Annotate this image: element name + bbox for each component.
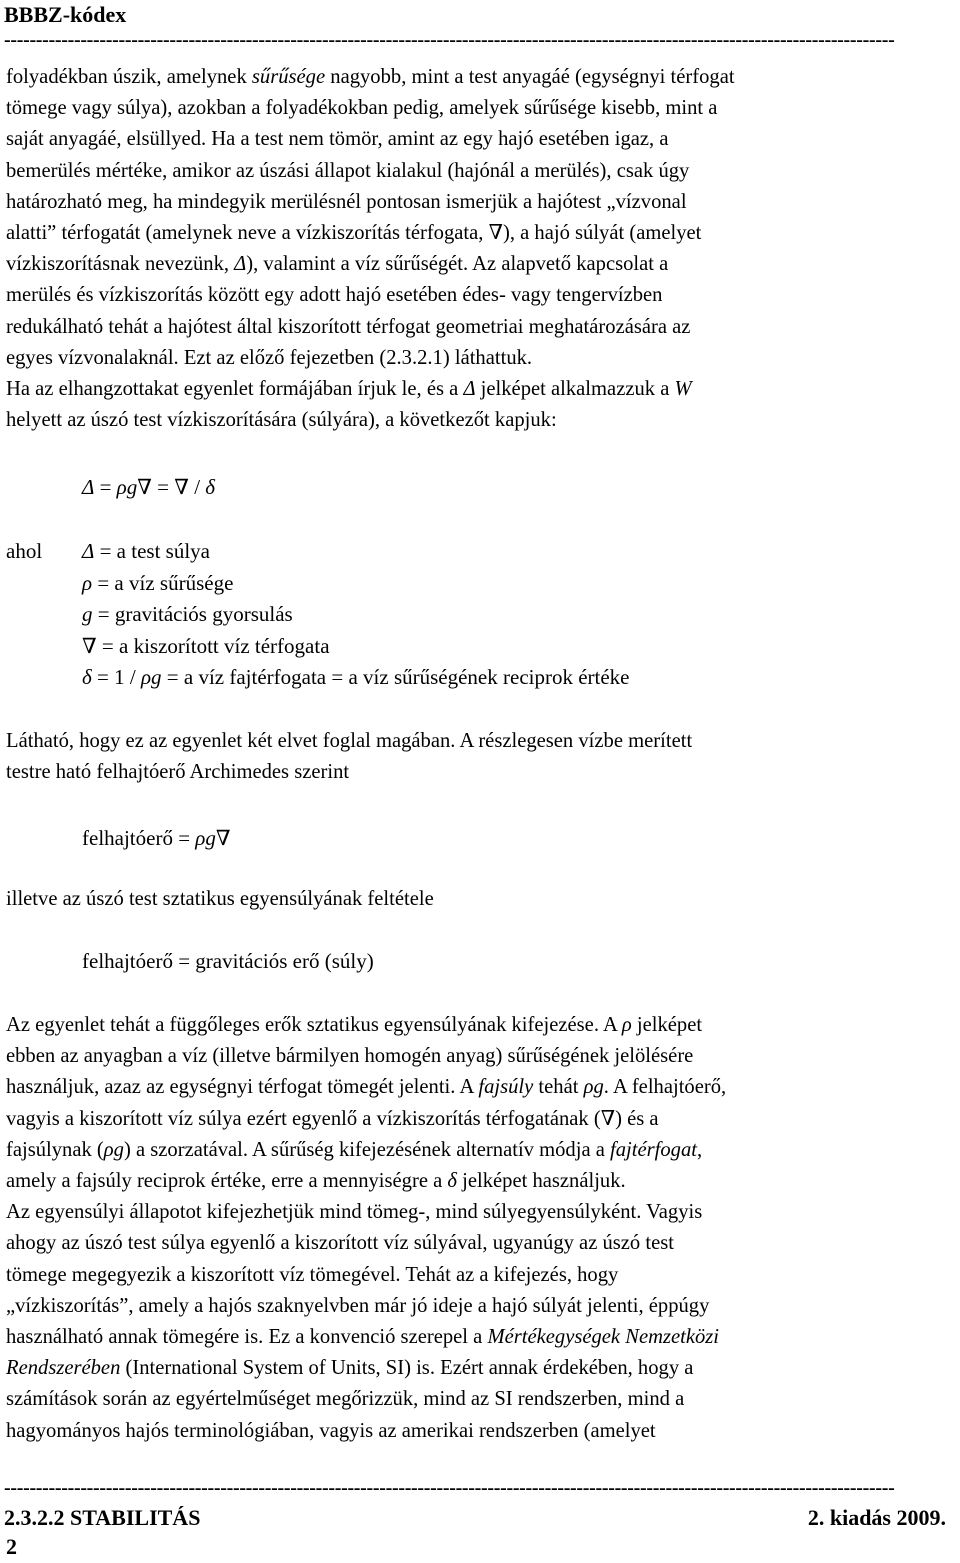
footer-edition: 2. kiadás 2009. bbox=[807, 1505, 946, 1530]
formula-buoyancy: felhajtóerő = ρg∇ bbox=[82, 826, 231, 850]
p4-line-10: „vízkiszorítás”, amely a hajós szaknyelvben már jó ideje a hajó súlyát jelenti, éppúgy bbox=[6, 1294, 710, 1317]
formula-displacement: Δ = ρg∇ = ∇ / δ bbox=[82, 475, 216, 499]
p3-line-1: illetve az úszó test sztatikus egyensúlyának feltétele bbox=[6, 888, 434, 910]
definition-delta-small: δ = 1 / ρg = a víz fajtérfogata = a víz sűrűségének reciprok értéke bbox=[82, 665, 630, 689]
paragraph-3 bbox=[6, 884, 952, 915]
p1-line-1: folyadékban úszik, amelynek sűrűsége nagyobb, mint a test anyagáé (egységnyi térfogat bbox=[6, 66, 735, 88]
p4-line-12: Rendszerében (International System of Units, SI) is. Ezért annak érdekében, hogy a bbox=[6, 1357, 694, 1380]
p4-line-7: Az egyensúlyi állapotot kifejezhetjük mind tömeg-, mind súlyegyensúlyként. Vagyis bbox=[6, 1201, 703, 1224]
p4-line-1: Az egyenlet tehát a függőleges erők sztatikus egyensúlyának kifejezése. A ρ jelképet bbox=[6, 1014, 703, 1036]
p1-line-6: alatti” térfogatát (amelynek neve a vízkiszorítás térfogata, ∇), a hajó súlyát (amelyet bbox=[6, 222, 702, 245]
footer-rule: -------------------------------------------------------------------------------------------------------------------------------------------- bbox=[4, 1480, 895, 1496]
p1-line-9: redukálható tehát a hajótest által kiszorított térfogat geometriai meghatározására az bbox=[6, 315, 691, 338]
definition-g: g = gravitációs gyorsulás bbox=[82, 602, 293, 626]
definition-rho: ρ = a víz sűrűsége bbox=[82, 570, 234, 595]
page-number: 2 bbox=[6, 1534, 17, 1559]
formula-equilibrium: felhajtóerő = gravitációs erő (súly) bbox=[82, 949, 374, 973]
p1-line-3: saját anyagáé, elsüllyed. Ha a test nem tömör, amint az egy hajó esetében igaz, a bbox=[6, 128, 669, 151]
p4-line-5: fajsúlynak (ρg) a szorzatával. A sűrűség kifejezésének alternatív módja a fajtérfogat, bbox=[6, 1138, 703, 1161]
p2-line-2: testre ható felhajtóerő Archimedes szerint bbox=[6, 761, 350, 784]
footer-section: 2.3.2.2 STABILITÁS bbox=[4, 1505, 201, 1530]
paragraph-1 bbox=[6, 62, 952, 436]
p4-line-14: hagyományos hajós terminológiában, vagyis az amerikai rendszerben (amelyet bbox=[6, 1419, 656, 1442]
definition-delta: Δ = a test súlya bbox=[82, 539, 210, 563]
p1-line-4: bemerülés mértéke, amikor az úszási állapot kialakul (hajónál a merülés), csak úgy bbox=[6, 159, 690, 182]
p1-line-5: határozható meg, ha mindegyik merülésnél pontosan ismerjük a hajótest „vízvonal bbox=[6, 190, 687, 213]
p4-line-11: használható annak tömegére is. Ez a konvenció szerepel a Mértékegységek Nemzetközi bbox=[6, 1326, 720, 1349]
p1-line-10: egyes vízvonalaknál. Ezt az előző fejezetben (2.3.2.1) láthattuk. bbox=[6, 346, 533, 369]
header-rule: -------------------------------------------------------------------------------------------------------------------------------------------- bbox=[4, 32, 895, 48]
p4-line-13: számítások során az egyértelműséget megőrizzük, mind az SI rendszerben, mind a bbox=[6, 1388, 685, 1411]
p4-line-9: tömege megegyezik a kiszorított víz tömegével. Tehát az a kifejezés, hogy bbox=[6, 1263, 619, 1286]
p4-line-2: ebben az anyagban a víz (illetve bármilyen homogén anyag) sűrűségének jelölésére bbox=[6, 1045, 694, 1068]
p4-line-6: amely a fajsúly reciprok értéke, erre a mennyiségre a δ jelképet használjuk. bbox=[6, 1170, 626, 1193]
p1-line-8: merülés és vízkiszorítás között egy adott hajó esetében édes- vagy tengervízben bbox=[6, 284, 663, 307]
ahol-label: ahol bbox=[6, 539, 43, 563]
p4-line-3: használjuk, azaz az egységnyi térfogat tömegét jelenti. A fajsúly tehát ρg. A felhajtóerő, bbox=[6, 1076, 727, 1099]
paragraph-4 bbox=[6, 1010, 952, 1447]
p4-line-8: ahogy az úszó test súlya egyenlő a kiszorított víz súlyával, ugyanúgy az úszó test bbox=[6, 1232, 674, 1255]
definitions-list bbox=[82, 536, 630, 694]
paragraph-2 bbox=[6, 726, 952, 788]
p4-line-4: vagyis a kiszorított víz súlya ezért egyenlő a vízkiszorítás térfogatának (∇) és a bbox=[6, 1107, 659, 1130]
p1-line-2: tömege vagy súlya), azokban a folyadékokban pedig, amelyek sűrűsége kisebb, mint a bbox=[6, 97, 718, 120]
p1-line-11: Ha az elhangzottakat egyenlet formájában írjuk le, és a Δ jelképet alkalmazzuk a W bbox=[6, 378, 692, 401]
p1-line-7: vízkiszorításnak nevezünk, Δ), valamint a víz sűrűségét. Az alapvető kapcsolat a bbox=[6, 253, 669, 276]
header-title: BBBZ-kódex bbox=[4, 2, 127, 27]
p2-line-1: Látható, hogy ez az egyenlet két elvet foglal magában. A részlegesen vízbe merített bbox=[6, 730, 693, 752]
definition-nabla: ∇ = a kiszorított víz térfogata bbox=[82, 633, 330, 658]
p1-line-12: helyett az úszó test vízkiszorítására (súlyára), a következőt kapjuk: bbox=[6, 409, 557, 432]
